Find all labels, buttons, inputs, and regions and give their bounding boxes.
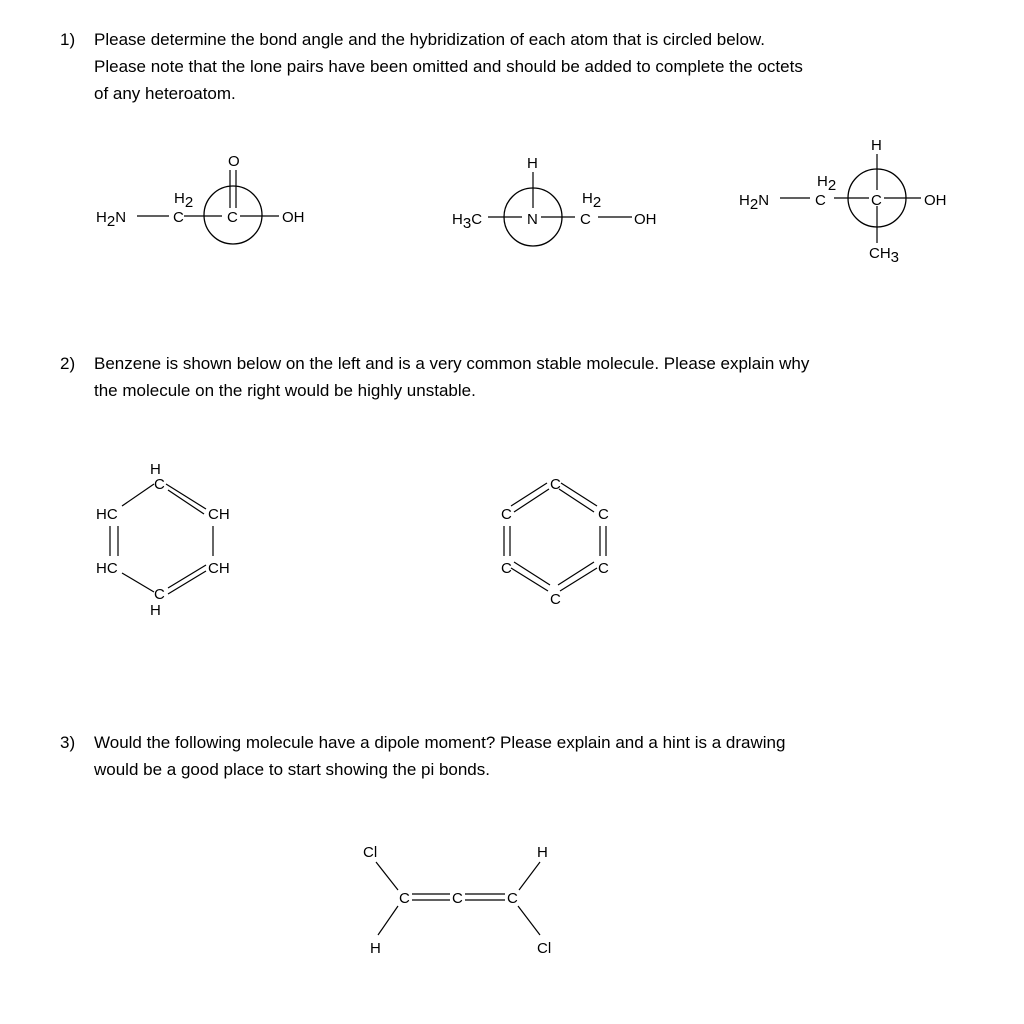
- atom-label-c: C: [154, 476, 165, 493]
- atom-label-h2: H2: [817, 173, 837, 194]
- bond: [376, 862, 398, 890]
- molecule-methylaminomethanol: [452, 155, 657, 246]
- atom-label-h: H: [871, 137, 882, 154]
- atom-label-oh: OH: [634, 211, 657, 228]
- bond: [519, 862, 540, 890]
- atom-label-h: H: [537, 844, 548, 861]
- atom-label-o: O: [228, 153, 240, 170]
- atom-label-ch: CH: [208, 506, 230, 523]
- atom-label-h: H: [150, 602, 161, 619]
- atom-label-h2n: H2N: [739, 192, 770, 213]
- atom-label-ch3: CH3: [869, 245, 900, 266]
- atom-label-c: C: [452, 890, 463, 907]
- atom-label-c: C: [154, 586, 165, 603]
- atom-label-hc: HC: [96, 506, 118, 523]
- double-bond: [166, 484, 206, 509]
- molecule-dichloroallene: [363, 844, 551, 957]
- atom-label-oh: OH: [924, 192, 947, 209]
- double-bond: [168, 490, 204, 514]
- double-bond: [168, 571, 206, 594]
- molecule-aminopropanol: [739, 137, 947, 266]
- question-line: Please determine the bond angle and the hybridization of each atom that is circled below.: [94, 30, 765, 49]
- atom-label-h3c: H3C: [452, 211, 483, 232]
- molecule-unstable-hexagon: [501, 476, 609, 608]
- question-line: Please note that the lone pairs have been omitted and should be added to complete the octets: [94, 57, 803, 76]
- atom-label-c-circled: C: [871, 192, 882, 209]
- atom-label-h2: H2: [174, 190, 194, 211]
- atom-label-n-circled: N: [527, 211, 538, 228]
- bond: [122, 484, 154, 506]
- atom-label-c: C: [550, 591, 561, 608]
- bond: [122, 573, 154, 592]
- molecule-glycine: [96, 153, 305, 244]
- atom-label-h2n: H2N: [96, 209, 127, 230]
- question-line: the molecule on the right would be highly unstable.: [94, 381, 476, 400]
- atom-label-h2: H2: [582, 190, 602, 211]
- atom-label-c: C: [815, 192, 826, 209]
- question-number: 3): [60, 733, 76, 752]
- double-bond: [168, 565, 206, 588]
- question-line: would be a good place to start showing the pi bonds.: [94, 760, 490, 779]
- atom-label-hc: HC: [96, 560, 118, 577]
- atom-label-cl: Cl: [363, 844, 378, 861]
- question-number: 2): [60, 354, 76, 373]
- atom-label-c: C: [501, 506, 512, 523]
- question-line: of any heteroatom.: [94, 84, 236, 103]
- atom-label-c: C: [399, 890, 410, 907]
- atom-label-c: C: [598, 560, 609, 577]
- question-line: Would the following molecule have a dipole moment? Please explain and a hint is a drawing: [94, 733, 786, 752]
- bond: [518, 906, 540, 935]
- atom-label-c: C: [580, 211, 591, 228]
- atom-label-c: C: [598, 506, 609, 523]
- atom-label-c: C: [507, 890, 518, 907]
- atom-label-c: C: [501, 560, 512, 577]
- atom-label-c-circled: C: [227, 209, 238, 226]
- question-number: 1): [60, 30, 76, 49]
- bond: [378, 906, 398, 935]
- atom-label-h: H: [370, 940, 381, 957]
- atom-label-h: H: [150, 461, 161, 478]
- question-line: Benzene is shown below on the left and is a very common stable molecule. Please explain why: [94, 354, 810, 373]
- atom-label-cl: Cl: [537, 940, 552, 957]
- atom-label-h: H: [527, 155, 538, 172]
- atom-label-c: C: [550, 476, 561, 493]
- atom-label-ch: CH: [208, 560, 230, 577]
- atom-label-oh: OH: [282, 209, 305, 226]
- molecule-benzene: [96, 461, 230, 619]
- atom-label-c: C: [173, 209, 184, 226]
